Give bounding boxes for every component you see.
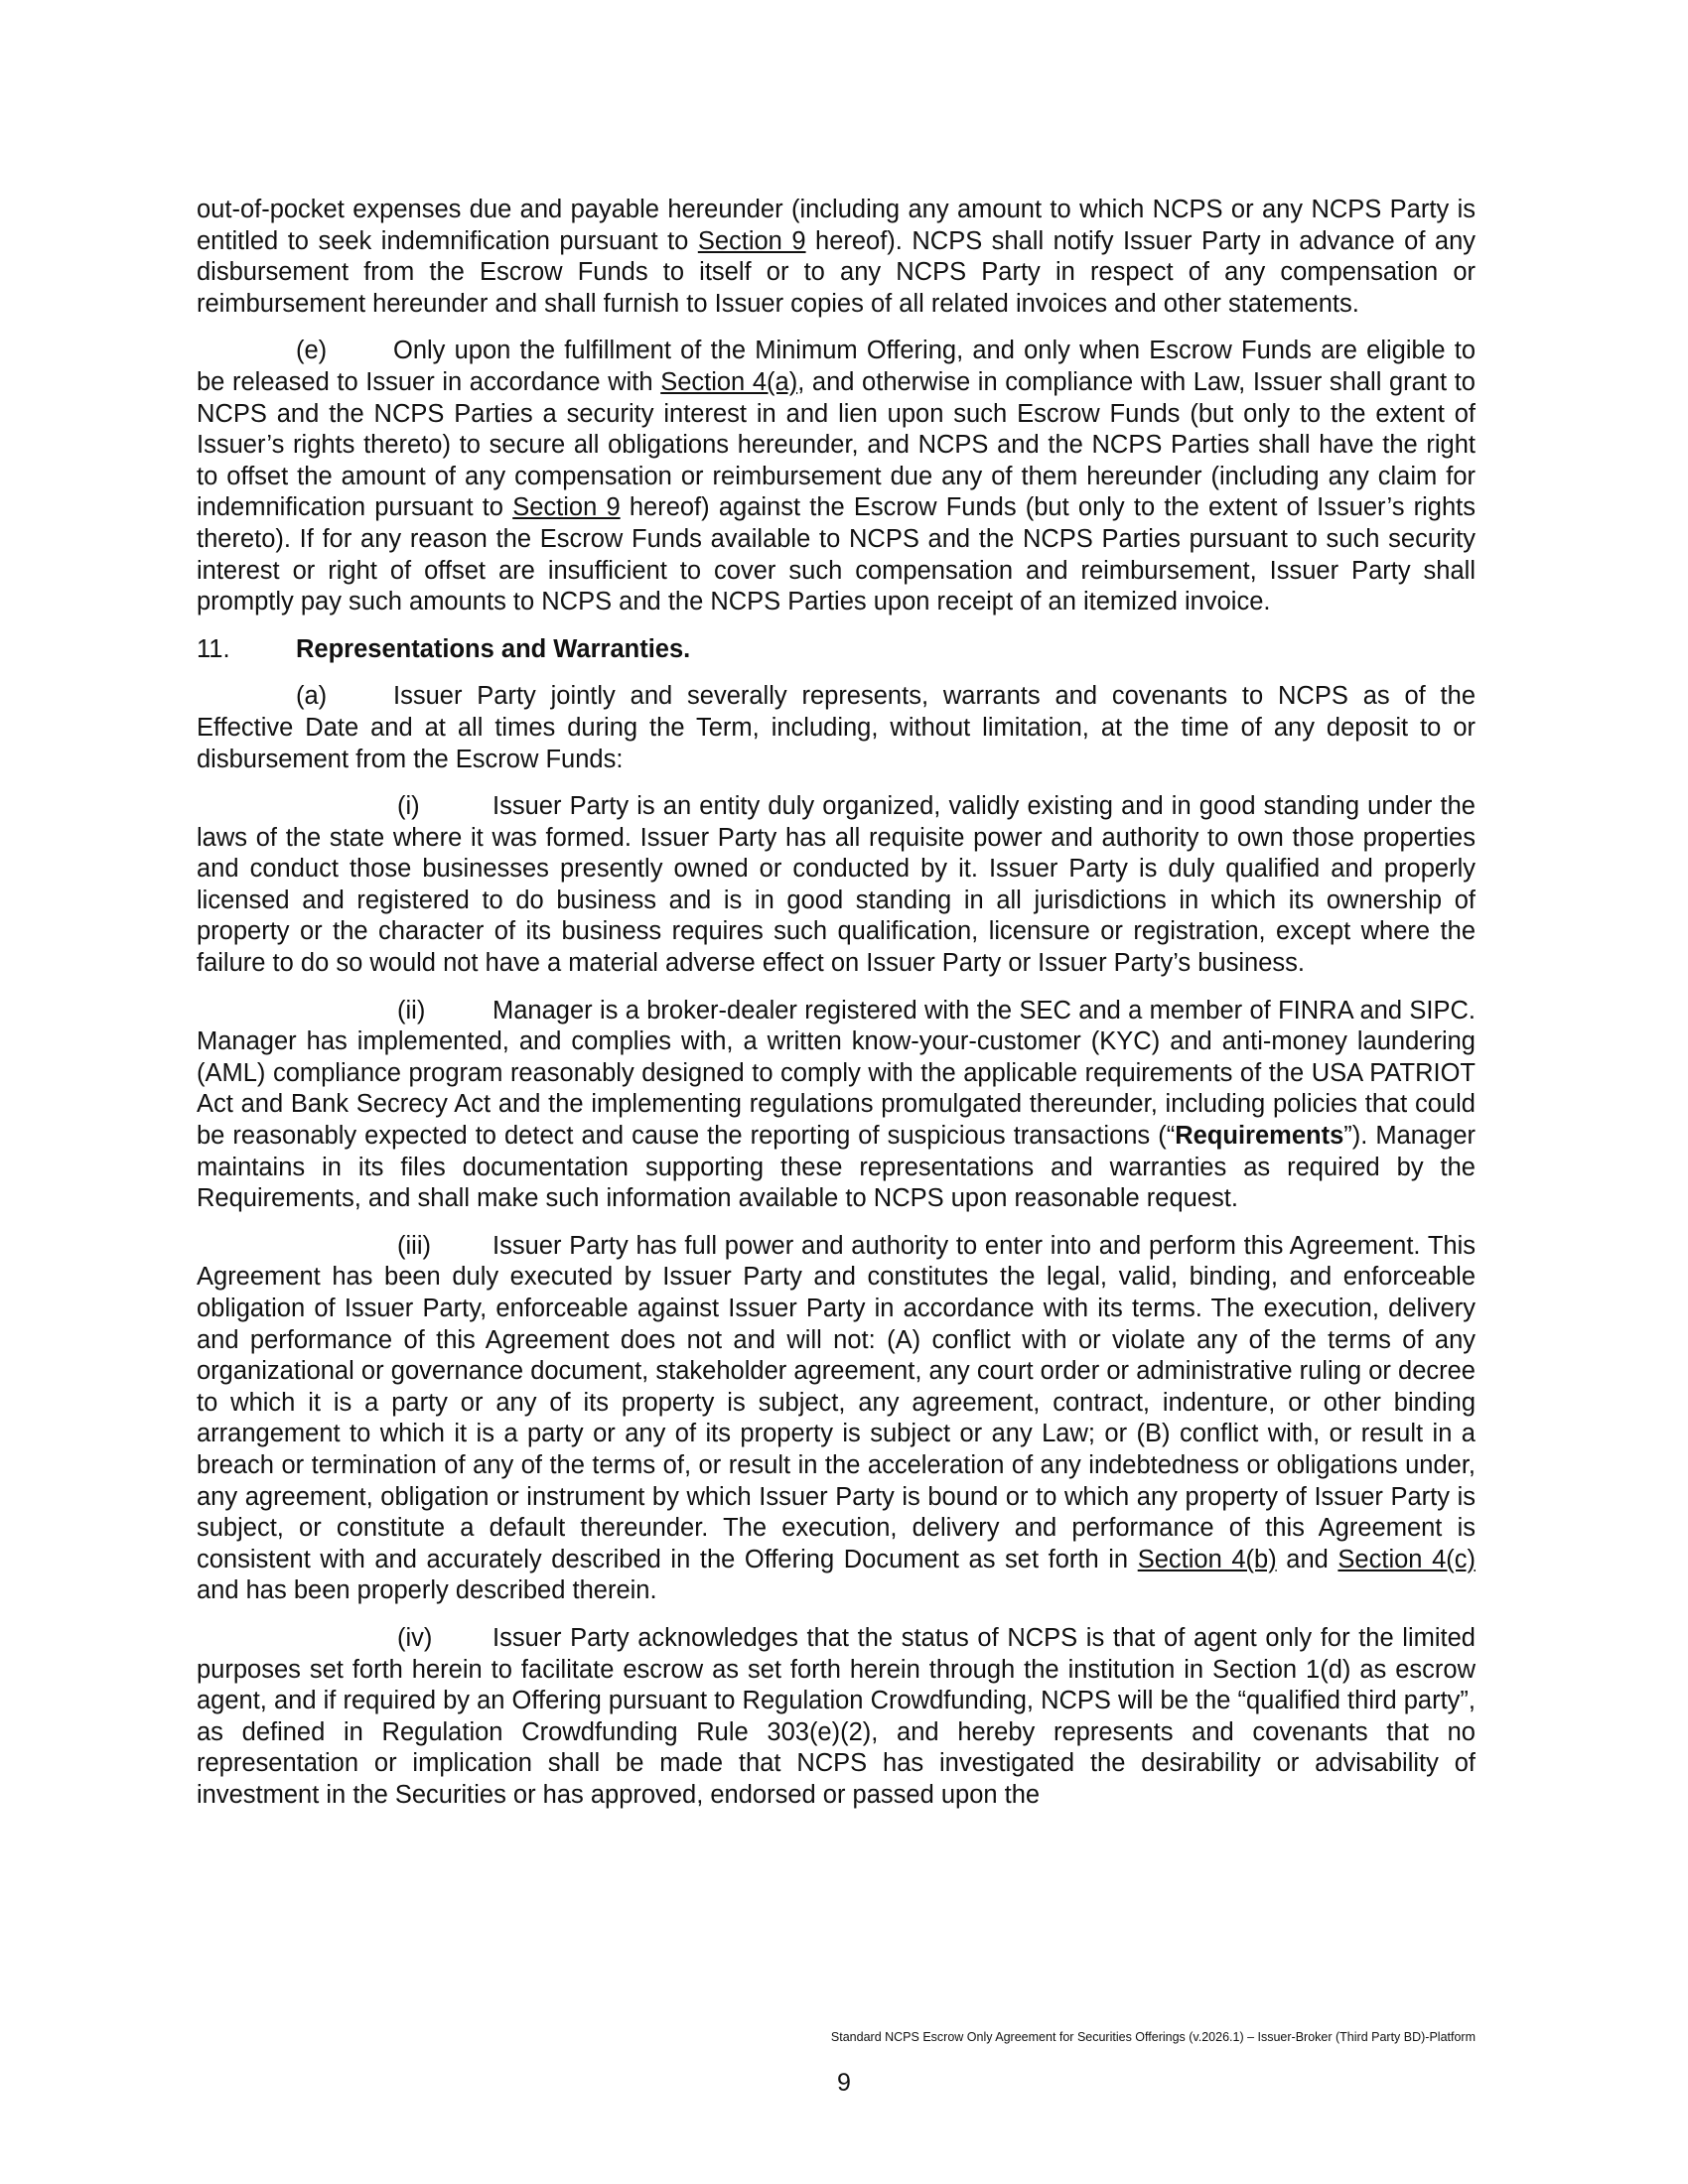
text: and <box>1276 1545 1338 1573</box>
page-number: 9 <box>837 2069 851 2097</box>
defined-term: Requirements <box>1175 1122 1344 1151</box>
clause-label: (ii) <box>397 996 426 1024</box>
section-4c-link[interactable]: Section 4(c) <box>1337 1545 1476 1573</box>
clause-label: (iii) <box>397 1231 431 1260</box>
text: and has been properly described therein. <box>197 1576 657 1605</box>
text: ”). Manager maintains in its files documentation supporting these representations and warranties as required by the Requirements, and shall make such information available to NCPS upon reasonable request. <box>197 1122 1476 1213</box>
text: Issuer Party is an entity duly organized, validly existing and in good standing under the laws of the state where it was formed. Issuer Party has all requisite power and authority to own those properties and conduct those businesses presently owned or conducted by it. Issuer Party is duly qualified and properly licensed and registered to do business and is in good standing in all jurisdictions in which its ownership of property or the character of its business requires such qualification, licensure or registration, except where the failure to do so would not have a material adverse effect on Issuer Party or Issuer Party’s business. <box>197 792 1476 978</box>
text: hereof). NCPS shall notify Issuer Party in advance of any disbursement from the Escrow Funds to itself or to any NCPS Party in respect of any compensation or reimbursement hereunder and shall furnish to Issuer copies of all related invoices and other statements. <box>197 226 1476 318</box>
text: Manager is a broker-dealer registered with the SEC and a member of FINRA and SIPC. Manager has implemented, and complies with, a written know-your-customer (KYC) and anti-money laundering (AML) compliance program reasonably designed to comply with the applicable requirements of the USA PATRIOT Act and Bank Secrecy Act and the implementing regulations promulgated thereunder, including policies that could be reasonably expected to detect and cause the reporting of suspicious transactions (“ <box>197 996 1476 1151</box>
paragraph-d-continuation <box>197 195 1476 320</box>
paragraph-i <box>197 791 1476 980</box>
section-title: Representations and Warranties. <box>296 634 691 663</box>
text: , and otherwise in compliance with Law, Issuer shall grant to NCPS and the NCPS Parties a security interest in and lien upon such Escrow Funds (but only to the extent of Issuer’s rights thereto) to secure all obligations hereunder, and NCPS and the NCPS Parties shall have the right to offset the amount of any compensation or reimbursement due any of them hereunder (including any claim for indemnification pursuant to <box>197 367 1476 522</box>
text: out-of-pocket expenses due and payable hereunder (including any amount to which NCPS or any NCPS Party is entitled to seek indemnification pursuant to <box>197 196 1476 255</box>
paragraph-iii <box>197 1231 1476 1607</box>
section-4b-link[interactable]: Section 4(b) <box>1137 1545 1277 1573</box>
section-4a-link[interactable]: Section 4(a) <box>660 367 798 396</box>
text: Issuer Party has full power and authority to enter into and perform this Agreement. This Agreement has been duly executed by Issuer Party and constitutes the legal, valid, binding, and enforceable obligation of Issuer Party, enforceable against Issuer Party in accordance with its terms. The execution, delivery and performance of this Agreement does not and will not: (A) conflict with or violate any of the terms of any organizational or governance document, stakeholder agreement, any court order or administrative ruling or decree to which it is a party or any of its property is subject, any agreement, contract, indenture, or other binding arrangement to which it is a party or any of its property is subject or any Law; or (B) conflict with, or result in a breach or termination of any of the terms of, or result in the acceleration of any indebtedness or obligations under, any agreement, obligation or instrument by which Issuer Party is bound or to which any property of Issuer Party is subject, or constitute a default thereunder. The execution, delivery and performance of this Agreement is consistent with and accurately described in the Offering Document as set forth in <box>197 1231 1476 1573</box>
clause-label: (i) <box>397 792 420 821</box>
paragraph-ii <box>197 996 1476 1215</box>
paragraph-e <box>197 336 1476 617</box>
clause-label: (e) <box>296 337 328 365</box>
section-number: 11. <box>197 634 230 663</box>
paragraph-a <box>197 681 1476 775</box>
section-9-link[interactable]: Section 9 <box>512 493 621 522</box>
footer-text: Standard NCPS Escrow Only Agreement for Securities Offerings (v.2026.1) – Issuer-Broker (Third Party BD)-Platform <box>830 2030 1476 2044</box>
section-9-link[interactable]: Section 9 <box>697 226 806 255</box>
paragraph-iv <box>197 1623 1476 1812</box>
text: Issuer Party jointly and severally represents, warrants and covenants to NCPS as of the Effective Date and at all times during the Term, including, without limitation, at the time of any deposit to or disbursement from the Escrow Funds: <box>197 682 1476 773</box>
document-body <box>197 195 1476 1828</box>
text: Issuer Party acknowledges that the status of NCPS is that of agent only for the limited purposes set forth herein to facilitate escrow as set forth herein through the institution in Section 1(d) as escrow agent, and if required by an Offering pursuant to Regulation Crowdfunding, NCPS will be the “qualified third party”, as defined in Regulation Crowdfunding Rule 303(e)(2), and hereby represents and covenants that no representation or implication shall be made that NCPS has investigated the desirability or advisability of investment in the Securities or has approved, endorsed or passed upon the <box>197 1623 1477 1809</box>
text: Only upon the fulfillment of the Minimum Offering, and only when Escrow Funds are eligible to be released to Issuer in accordance with <box>197 337 1476 396</box>
clause-label: (iv) <box>397 1623 433 1652</box>
section-heading <box>197 634 1476 666</box>
text: hereof) against the Escrow Funds (but only to the extent of Issuer’s rights thereto). If for any reason the Escrow Funds available to NCPS and the NCPS Parties pursuant to such security interest or right of offset are insufficient to cover such compensation and reimbursement, Issuer Party shall promptly pay such amounts to NCPS and the NCPS Parties upon receipt of an itemized invoice. <box>197 493 1477 616</box>
clause-label: (a) <box>296 682 328 711</box>
